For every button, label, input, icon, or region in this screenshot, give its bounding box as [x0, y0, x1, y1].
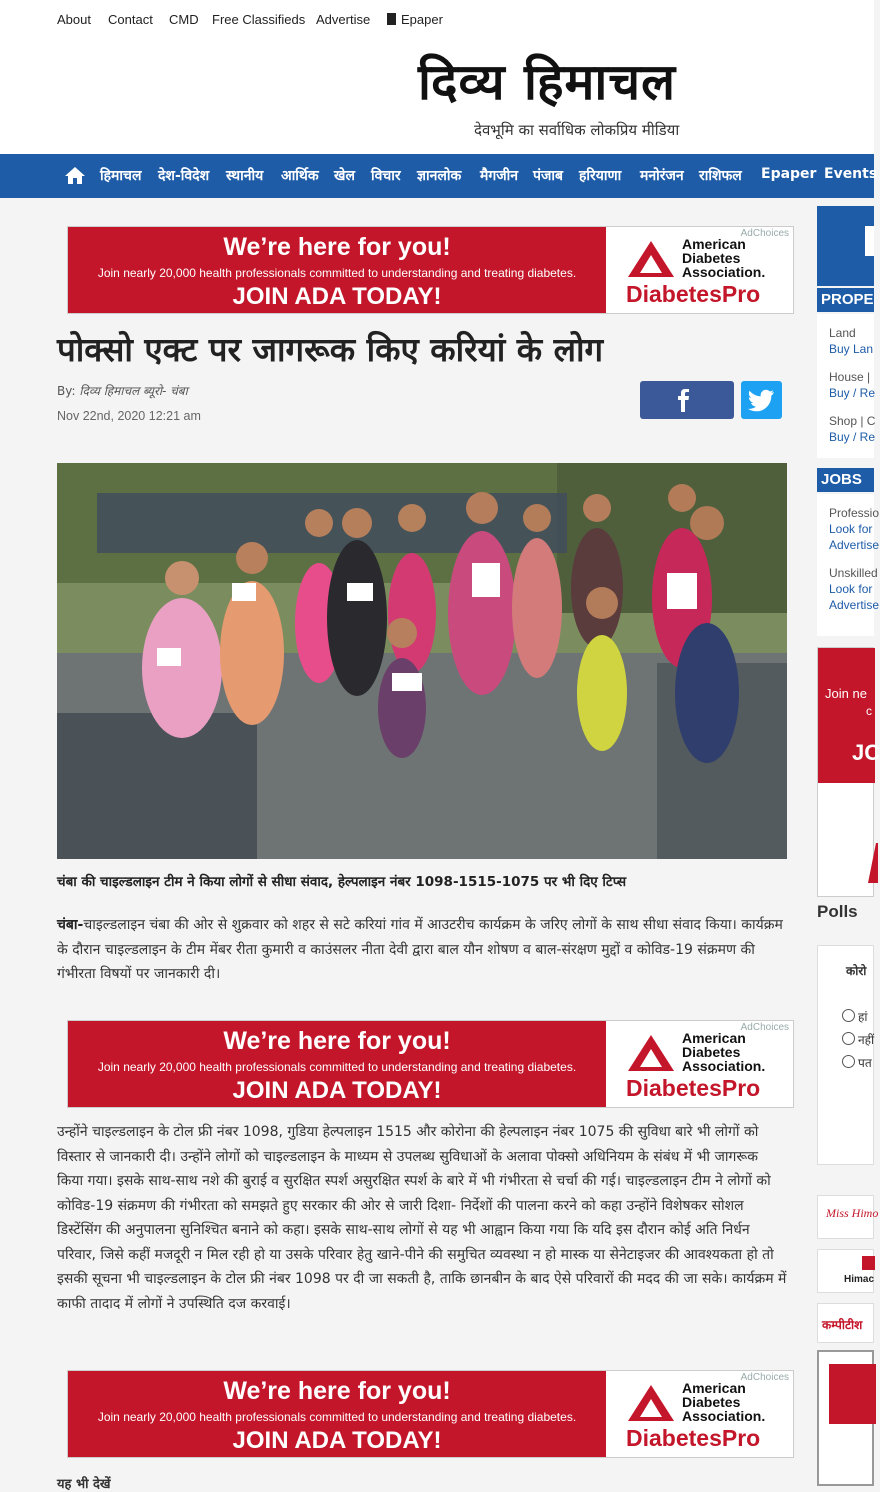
ad-subtext: Join nearly 20,000 health professionals committed to understanding and treating diabetes. — [97, 1410, 577, 1424]
contact-link[interactable]: Contact — [108, 12, 153, 27]
nav-haryana[interactable]: हरियाणा — [579, 168, 622, 184]
nav-vichar[interactable]: विचार — [371, 168, 401, 184]
nav-epaper[interactable]: Epaper — [761, 166, 817, 182]
diabetespro-brand: DiabetesPro — [626, 1425, 761, 1451]
ada-logo-icon — [626, 1033, 676, 1073]
sidebar-ada-logo-icon — [868, 843, 878, 883]
sidebar-ad-c: c — [866, 704, 872, 718]
poll-question: कोरो — [846, 964, 867, 978]
sidebar-ad[interactable] — [817, 647, 880, 897]
ada-org-name: American Diabetes Association. — [682, 236, 766, 280]
ad-banner-mid[interactable] — [67, 1020, 794, 1108]
nav-events[interactable]: Events — [824, 166, 878, 182]
jobs-professional: Professio — [829, 506, 880, 520]
free-classifieds-link[interactable]: Free Classifieds — [212, 12, 306, 27]
diabetespro-brand: DiabetesPro — [626, 281, 761, 307]
poll-option-2[interactable]: नहीं — [858, 1033, 875, 1047]
nav-rashifal[interactable]: राशिफल — [699, 168, 742, 184]
promo-competition[interactable] — [817, 1303, 874, 1343]
property-house: House | — [829, 370, 871, 384]
promo-himachal-mark — [862, 1256, 875, 1270]
nav-sthaniya[interactable]: स्थानीय — [226, 168, 264, 184]
sidebar-ad-cta: JC — [852, 740, 880, 765]
jobs-unsk-look-link[interactable]: Look for — [829, 582, 873, 596]
document-icon — [387, 13, 396, 25]
adchoices-label[interactable]: AdChoices — [740, 1022, 789, 1033]
poll-option-1[interactable]: हां — [858, 1010, 868, 1024]
facebook-icon — [640, 381, 734, 419]
promo-himachal-label: Himac — [844, 1274, 875, 1285]
ad-headline: We’re here for you! — [223, 1027, 451, 1055]
promo-miss-himachal-label: Miss Himo — [826, 1206, 879, 1220]
polls-heading: Polls — [817, 902, 858, 921]
property-shop: Shop | C — [829, 414, 876, 428]
ad-headline: We’re here for you! — [223, 233, 451, 261]
jobs-unsk-advertise-link[interactable]: Advertise — [829, 598, 880, 612]
jobs-prof-look-link[interactable]: Look for — [829, 522, 873, 536]
site-tagline: देवभूमि का सर्वाधिक लोकप्रिय मीडिया — [474, 121, 680, 139]
top-bar — [0, 0, 874, 40]
article-headline: पोक्सो एक्ट पर जागरूक किए करियां के लोग — [57, 330, 604, 369]
nav-arthik[interactable]: आर्थिक — [281, 168, 319, 184]
diabetespro-brand: DiabetesPro — [626, 1075, 761, 1101]
article-byline: By: दिव्य हिमाचल ब्यूरो- चंबा — [57, 384, 188, 398]
ad-banner-bottom[interactable] — [67, 1370, 794, 1458]
masthead — [0, 40, 874, 154]
adchoices-label[interactable]: AdChoices — [740, 228, 789, 239]
photo-caption: चंबा की चाइल्डलाइन टीम ने किया लोगों से सीधा संवाद, हेल्पलाइन नंबर 1098-1515-1075 पर भी दिए टिप्स — [57, 874, 627, 890]
ad-subtext: Join nearly 20,000 health professionals committed to understanding and treating diabetes. — [97, 1060, 577, 1074]
ad-banner-top[interactable] — [67, 226, 794, 314]
jobs-prof-advertise-link[interactable]: Advertise — [829, 538, 880, 552]
article-paragraph-2: उन्होंने चाइल्डलाइन के टोल फ्री नंबर 1098, गुडिया हेल्पलाइन 1515 और कोरोना की हेल्पलाइन नंबर 1075 की सुविधा बारे भी लोगों को विस्तार से जानकारी दी। उन्होंने लोगों को चाइल्डलाइन के माध्यम से उपलब्ध सुविधाओं के अलावा पोक्सो अधिनियम के संबंध में भी जागरूक किया गया। इसके साथ-साथ नशे की बुराई व सुरक्षित स्पर्श असुरक्षित स्पर्श के बारे में भी गंभीरता से चर्चा की गई। चाइल्डलाइन टीम ने लोगों को कोविड-19 संक्रमण की गंभीरता को समझते हुए सरकार की ओर से जारी दिशा- निर्देशों की पालना करने को कहा उन्होंने विशेषकर सोशल डिस्टेंसिंग की अनुपालना सुनिश्चित बनाने को कहा। इसके साथ-साथ लोगों से यह भी आह्वान किया गया कि यदि इस दौरान कोई अति निर्धन परिवार, जिसे कहीं मजदूरी न मिल रही हो या उसके परिवार हेतु खाने-पीने की समुचित व्यवस्था न हो मास्क या सेनेटाइजर की आवश्यकता हो तो इसकी सूचना भी चाइल्डलाइन के टोल फ्री नंबर 1098 पर दी जा सकती है, ताकि छानबीन के बाद ऐसे परिवारों की मदद की जा सके। कार्यक्रम में काफी तादाद में लोगों ने उपस्थिति दज करवाई। — [57, 1124, 787, 1312]
article-photo[interactable] — [57, 463, 787, 859]
ad-headline: We’re here for you! — [223, 1377, 451, 1405]
nav-himachal[interactable]: हिमाचल — [100, 168, 142, 184]
article-date: Nov 22nd, 2020 12:21 am — [57, 409, 201, 423]
ad-subtext: Join nearly 20,000 health professionals committed to understanding and treating diabetes. — [97, 266, 577, 280]
sidebar-ad-join: Join ne — [825, 686, 867, 701]
sidebar-bottom-ad[interactable] — [817, 1350, 874, 1486]
sidebar-bottom-ad-red — [829, 1364, 876, 1424]
ada-logo-icon — [626, 1383, 676, 1423]
adchoices-label[interactable]: AdChoices — [740, 1372, 789, 1383]
home-icon[interactable] — [64, 166, 86, 189]
nav-khel[interactable]: खेल — [334, 168, 355, 184]
sidebar-property-heading: PROPE — [817, 288, 874, 312]
promo-himachal[interactable] — [817, 1249, 874, 1293]
property-shop-link[interactable]: Buy / Re — [829, 430, 876, 444]
property-land-link[interactable]: Buy Lan — [829, 342, 874, 356]
children-group-photo — [57, 463, 787, 859]
ada-org-name: American Diabetes Association. — [682, 1380, 766, 1424]
jobs-unskilled: Unskilled — [829, 566, 878, 580]
ada-logo-icon — [626, 239, 676, 279]
poll-option-1-radio[interactable] — [842, 1009, 855, 1022]
sidebar-jobs-heading: JOBS — [817, 468, 874, 492]
poll-option-3-radio[interactable] — [842, 1055, 855, 1068]
nav-manoranjan[interactable]: मनोरंजन — [640, 168, 684, 184]
facebook-share-button[interactable] — [640, 381, 734, 419]
main-nav — [0, 154, 878, 198]
nav-desh-videsh[interactable]: देश-विदेश — [158, 168, 210, 184]
dateline: चंबा- — [57, 917, 84, 933]
about-link[interactable]: About — [57, 12, 91, 27]
twitter-icon — [741, 381, 782, 419]
nav-punjab[interactable]: पंजाब — [533, 168, 563, 184]
ada-org-name: American Diabetes Association. — [682, 1030, 766, 1074]
twitter-share-button[interactable] — [741, 381, 782, 419]
article-paragraph-1 — [57, 913, 787, 987]
paragraph-1-text: चाइल्डलाइन चंबा की ओर से शुक्रवार को शहर से सटे करियां गांव में आउटरीच कार्यक्रम के जरिए लोगों के साथ सीधा संवाद किया। कार्यक्रम के दौरान चाइल्डलाइन के टीम मेंबर रीता कुमारी व काउंसलर नीता देवी द्वारा बाल यौन शोषण व बाल-संरक्षण मुद्दों व कोविड-19 संक्रमण की गंभीरता विषयों पर जानकारी दी। — [57, 917, 783, 982]
property-house-link[interactable]: Buy / Re — [829, 386, 876, 400]
poll-option-3[interactable]: पत — [858, 1056, 872, 1070]
ad-cta[interactable]: JOIN ADA TODAY! — [232, 283, 442, 310]
promo-competition-label: कम्पीटीश — [822, 1318, 863, 1332]
poll-option-2-radio[interactable] — [842, 1032, 855, 1045]
epaper-link[interactable] — [387, 12, 443, 27]
nav-gyanlok[interactable]: ज्ञानलोक — [417, 168, 462, 184]
promo-miss-himachal[interactable] — [817, 1195, 879, 1239]
property-land: Land — [829, 326, 856, 340]
site-logo[interactable]: दिव्य हिमाचल — [418, 52, 677, 111]
cmd-link[interactable]: CMD — [169, 12, 199, 27]
author-name[interactable]: दिव्य हिमाचल ब्यूरो- चंबा — [79, 384, 188, 398]
also-read-heading: यह भी देखें — [57, 1477, 111, 1492]
nav-magazine[interactable]: मैगजीन — [480, 168, 519, 184]
sidebar-banner-glyph — [865, 226, 874, 256]
advertise-link[interactable]: Advertise — [316, 12, 371, 27]
sidebar-banner[interactable] — [817, 206, 874, 286]
ad-cta[interactable]: JOIN ADA TODAY! — [232, 1077, 442, 1104]
ad-cta[interactable]: JOIN ADA TODAY! — [232, 1427, 442, 1454]
epaper-label: Epaper — [401, 12, 443, 27]
